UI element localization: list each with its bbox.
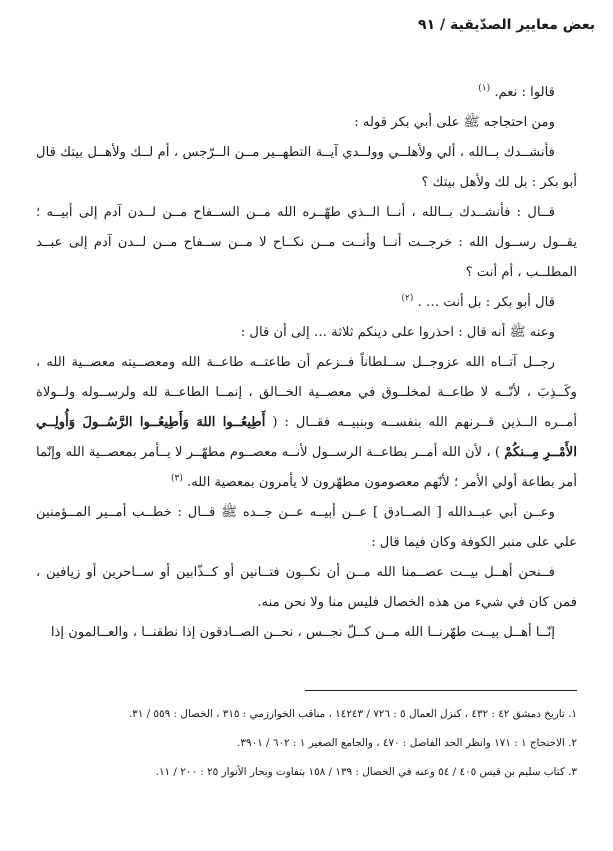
footnote-ref-1: (١) <box>478 83 491 94</box>
footnote-ref-2: (٢) <box>401 293 414 304</box>
paragraph-7-text-a: رجــل آتــاه الله عزوجــل ســلطاناً فــزعم أن طاعتــه طاعــة الله ومعصــيته معصــية الله ، وكَــذِبَ ، لأنّــه لا طاعــة لمخلــوق في معصــية الخــالق ، إنمــا الطاعــة لله ولرســوله ولــولاة أمــره الــذين قــرنهم الله بنفســه وبنبيــه فقــال : ( <box>36 355 577 430</box>
footnote-1: ١. تاريخ دمشق ٤٢ : ٤٣٢ ، كنزل العمال ٥ : ٧٢٦ / ١٤٢٤٣ ، مناقب الخوارزمي : ٣١٥ ، الخصال : ٥٥٩ / ٣١. <box>128 708 577 720</box>
paragraph-1-text: قالوا : نعم. <box>494 85 555 100</box>
paragraph-1 <box>36 78 577 108</box>
paragraph-8: وعــن أبي عبــدالله [ الصــادق ] عــن أبيــه عــن جــده ﷺ قــال : خطــب أمــير المــؤمنين علي على منبر الكوفة وكان فيما قال : <box>36 505 577 550</box>
paragraph-6: وعنه ﷺ أنه قال : احذروا على دينكم ثلاثة … إلى أن قال : <box>240 325 555 340</box>
running-header-title: بعض معايير الصدّيقية / ٩١ <box>418 17 595 33</box>
paragraph-2: ومن احتجاجه ﷺ على أبي بكر قوله : <box>354 115 555 130</box>
footnote-3: ٣. كتاب سليم بن قيس ٤٠٥ / ٥٤ وعنه في الخصال : ١٣٩ / ١٥٨ بتفاوت وبحار الأنوار ٢٥ : ٢٠٠ / ١١. <box>155 766 577 778</box>
paragraph-7 <box>36 348 577 498</box>
paragraph-7-text-b: ) ، لأن الله أمــر بطاعــة الرســول لأنــه معصــوم مطهّــر لا يــأمر بمعصــية الله وإنّما أمر بطاعة أولي الأمر ؛ لأنّهم معصومون مطهّرون لا يأمرون بمعصية الله. <box>36 445 577 490</box>
footnote-divider <box>305 690 577 691</box>
paragraph-4: قــال : فأنشــدك بــالله ، أنــا الــذي طهّــره الله مــن الســفاح مــن لــدن آدم إلى أبيــه ؛ يقــول رســول الله : خرجــت أنــا وأنــت مــن نكــاح لا مــن ســفاح مــن لــدن آدم إلى عبــد المطلــب ، أم أنت ؟ <box>36 205 577 280</box>
paragraph-3: فأنشــدك بــالله ، ألي ولأهلــي وولــدي آيــة التطهــير مــن الــرّجس ، أم لــك ولأهــل بيتك قال أبو بكر : بل لك ولأهل بيتك ؟ <box>36 145 577 190</box>
paragraph-5 <box>36 288 577 318</box>
footnotes <box>30 700 577 787</box>
footnote-2: ٢. الاحتجاج ١ : ١٧١ وانظر الحد الفاصل : ٤٧٠ ، والجامع الصغير ١ : ٦٠٢ / ٣٩٠١. <box>237 737 577 749</box>
running-header <box>18 10 595 40</box>
quran-verse: أَطِيعُــوا اللهَ وَأَطِيعُــوا الرَّسُــولَ وَأُولِــي الأَمْــرِ مِــنكُمْ <box>36 415 577 460</box>
paragraph-5-text: قال أبو بكر : بل أنت … . <box>417 295 555 310</box>
page-body <box>36 78 577 648</box>
paragraph-10: إنّــا أهــل بيــت طهّرنــا الله مــن كــلّ نجــس ، نحــن الصــادقون إذا نطقنــا ، والعــالمون إذا <box>50 625 555 640</box>
footnote-ref-3: (٣) <box>170 473 183 484</box>
paragraph-9: فــنحن أهــل بيــت عصــمنا الله مــن أن نكــون فتــانين أو كــذّابين أو ســاحرين أو زيافين ، فمن كان في شيء من هذه الخصال فليس منا ولا نحن منه. <box>36 565 577 610</box>
